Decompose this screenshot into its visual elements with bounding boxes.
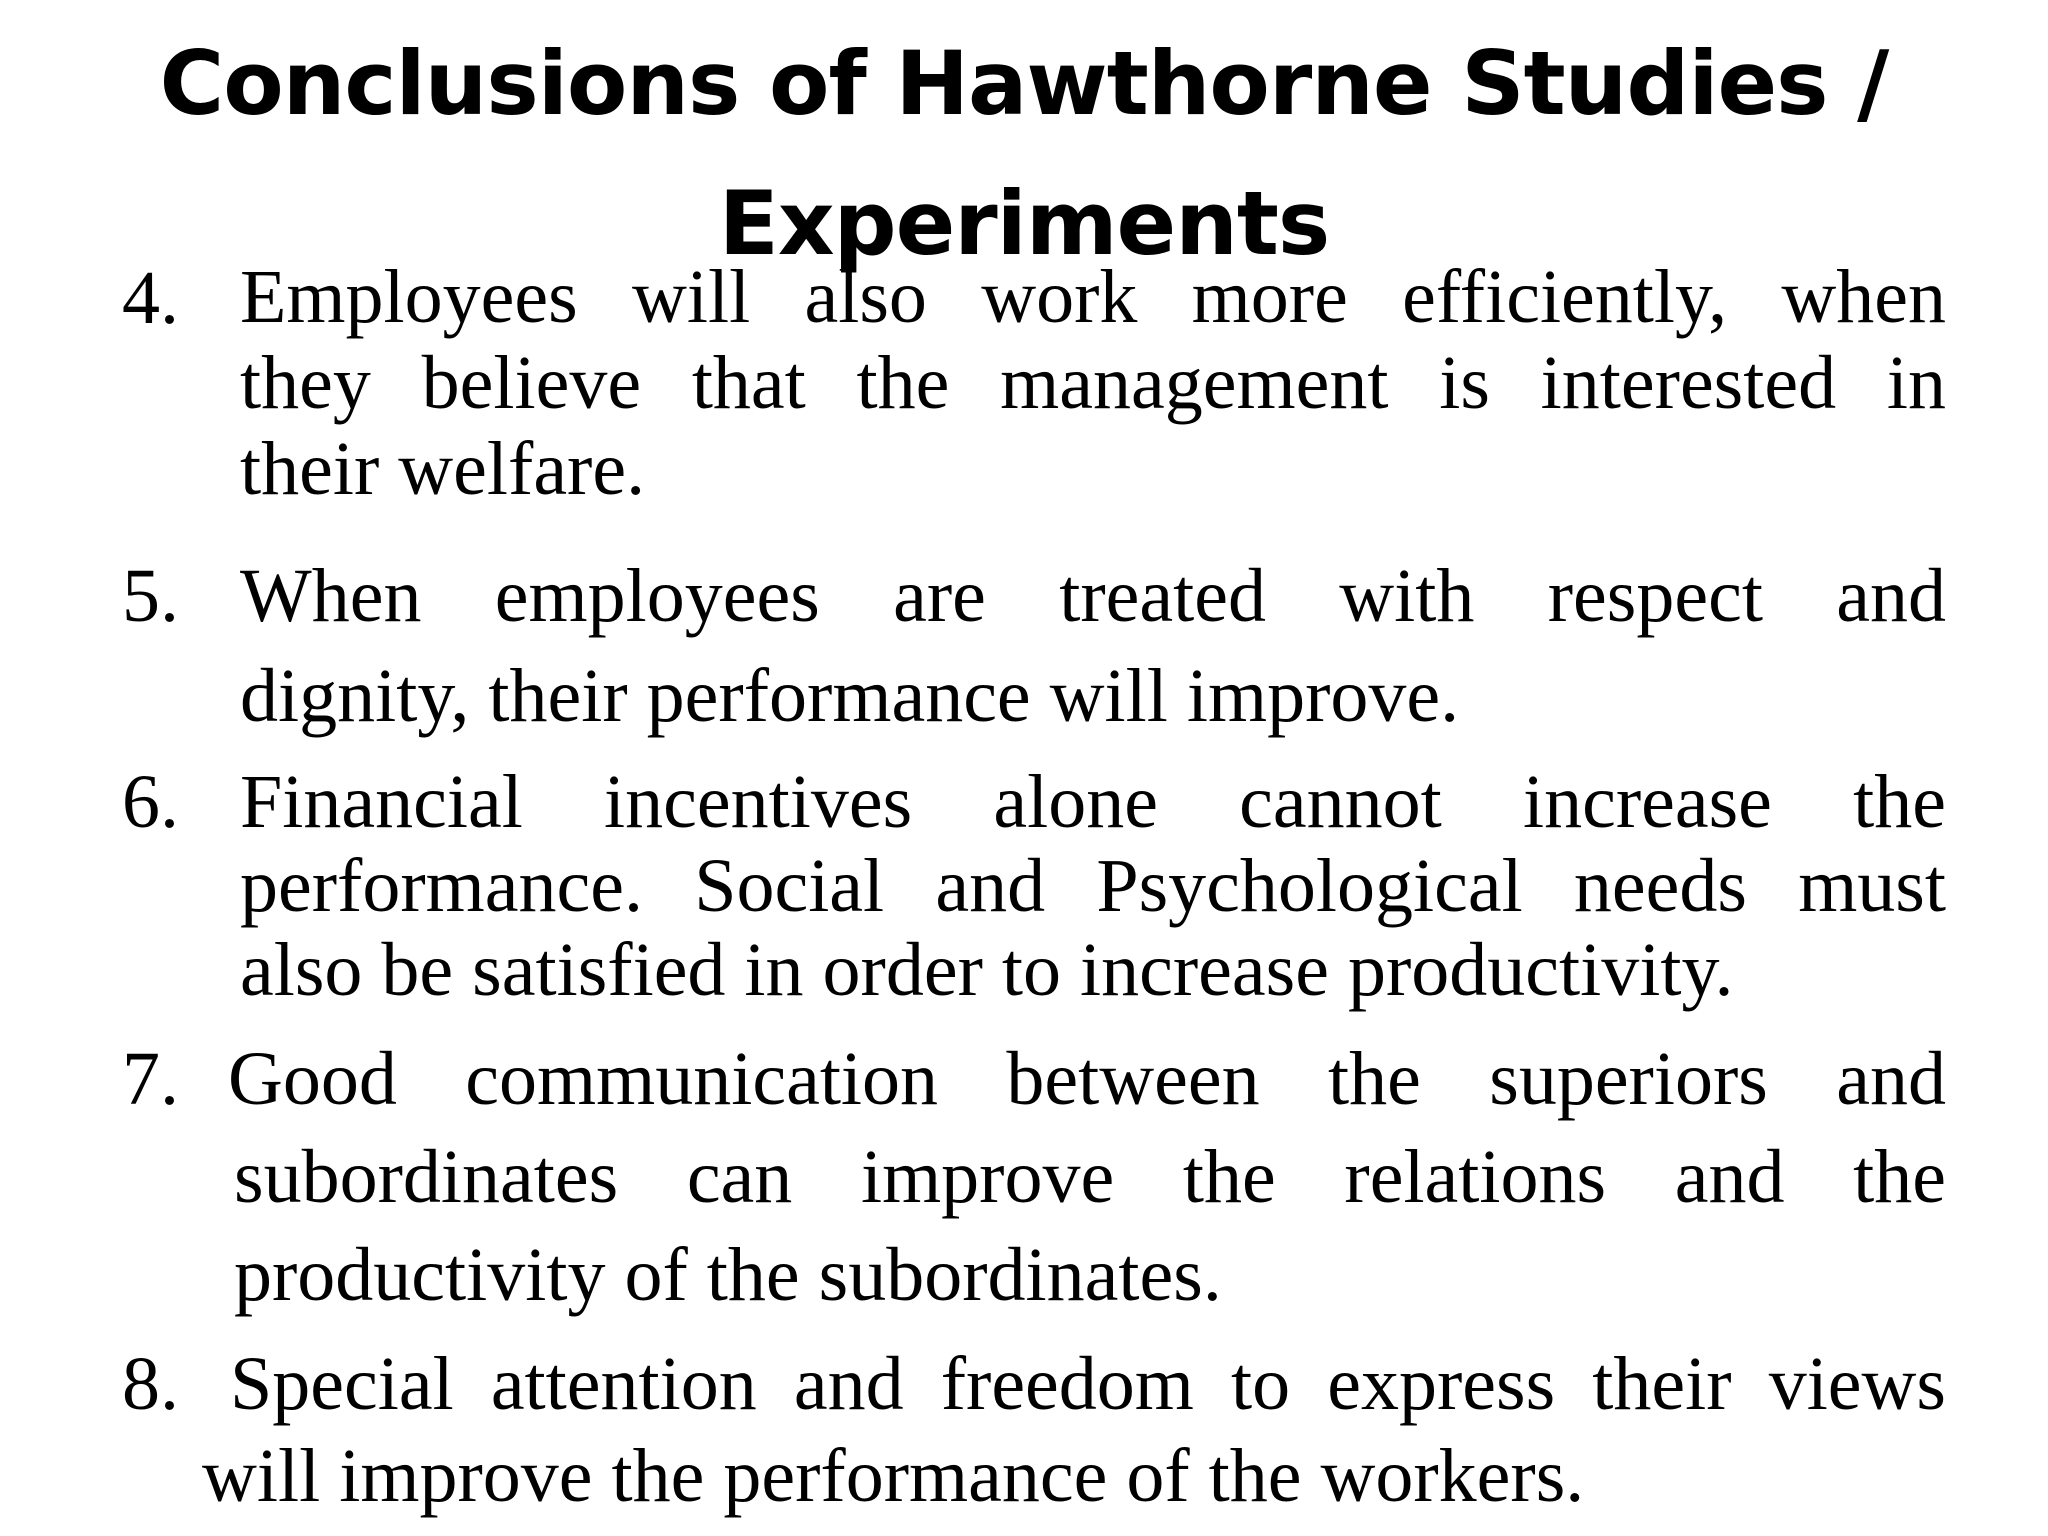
text-line: Good communication between the superiors and xyxy=(228,1037,1946,1121)
text-line: Financial incentives alone cannot increase the xyxy=(240,760,1946,844)
text-line: productivity of the subordinates. xyxy=(234,1233,1222,1317)
list-item-text xyxy=(228,1030,1946,1324)
slide-title-line-2: Experiments xyxy=(718,172,1330,275)
text-line: also be satisfied in order to increase productivity. xyxy=(240,928,1734,1012)
text-line: they believe that the management is interested in xyxy=(240,341,1946,425)
list-item-text xyxy=(240,254,1946,512)
text-line: will improve the performance of the workers. xyxy=(202,1434,1585,1518)
list-item-text xyxy=(240,760,1946,1012)
slide-title xyxy=(80,14,1968,294)
text-line: Employees will also work more efficiently, when xyxy=(240,255,1946,339)
text-line: When employees are treated with respect and xyxy=(240,554,1946,638)
slide-title-line-1: Conclusions of Hawthorne Studies / xyxy=(159,32,1889,135)
list-item-number: 7. xyxy=(122,1037,179,1121)
text-line: their welfare. xyxy=(240,427,646,511)
text-line: performance. Social and Psychological needs must xyxy=(240,844,1946,928)
text-line: dignity, their performance will improve. xyxy=(240,654,1460,738)
list-item-number: 5. xyxy=(122,554,179,638)
list-item-number: 4. xyxy=(122,256,179,340)
list-item-text xyxy=(122,1338,1946,1522)
list-item-text xyxy=(240,546,1946,746)
text-line: Special attention and freedom to express their views xyxy=(230,1342,1946,1426)
list-item-number: 8. xyxy=(122,1342,179,1426)
text-line: subordinates can improve the relations and the xyxy=(234,1135,1946,1219)
list-item-number: 6. xyxy=(122,760,179,844)
